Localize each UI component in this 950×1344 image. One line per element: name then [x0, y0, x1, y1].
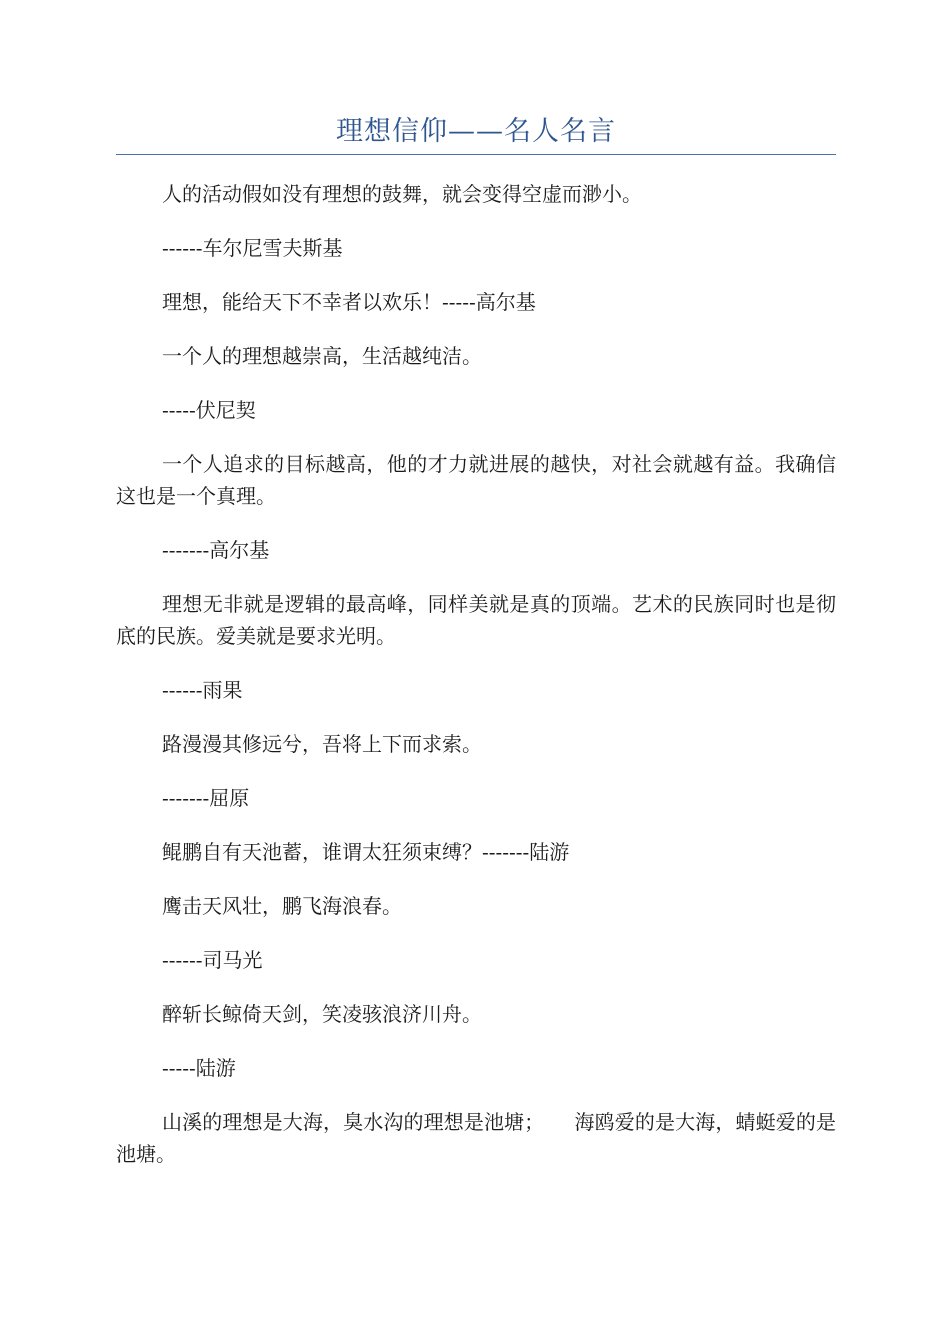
quote-paragraph: 理想，能给天下不幸者以欢乐！-----高尔基: [162, 290, 536, 314]
quote-attribution: ------雨果: [162, 678, 243, 702]
quote-paragraph: 路漫漫其修远兮，吾将上下而求索。: [162, 732, 482, 756]
document-body: [116, 178, 836, 1192]
quote-attribution: ------车尔尼雪夫斯基: [162, 236, 343, 260]
quote-paragraph: 醉斩长鲸倚天剑，笑凌骇浪济川舟。: [162, 1002, 482, 1026]
quote-attribution: -------高尔基: [162, 538, 270, 562]
quote-attribution: ------司马光: [162, 948, 263, 972]
quote-attribution: -----陆游: [162, 1056, 236, 1080]
quote-paragraph: 人的活动假如没有理想的鼓舞，就会变得空虚而渺小。: [162, 182, 642, 206]
page-title: 理想信仰——名人名言: [336, 116, 616, 147]
quote-paragraph: 山溪的理想是大海，臭水沟的理想是池塘； 海鸥爱的是大海，蜻蜓爱的是池塘。: [116, 1110, 836, 1166]
title-underline: [116, 154, 836, 155]
quote-paragraph: 一个人追求的目标越高，他的才力就进展的越快，对社会就越有益。我确信这也是一个真理。: [116, 452, 836, 508]
quote-paragraph: 理想无非就是逻辑的最高峰，同样美就是真的顶端。艺术的民族同时也是彻底的民族。爱美就是要求光明。: [116, 592, 836, 648]
quote-attribution: -------屈原: [162, 786, 250, 810]
quote-paragraph: 鹰击天风壮，鹏飞海浪春。: [162, 894, 402, 918]
quote-attribution: -----伏尼契: [162, 398, 256, 422]
document-page: [116, 0, 836, 1344]
quote-paragraph: 鲲鹏自有天池蓄，谁谓太狂须束缚？-------陆游: [162, 840, 570, 864]
quote-paragraph: 一个人的理想越崇高，生活越纯洁。: [162, 344, 482, 368]
